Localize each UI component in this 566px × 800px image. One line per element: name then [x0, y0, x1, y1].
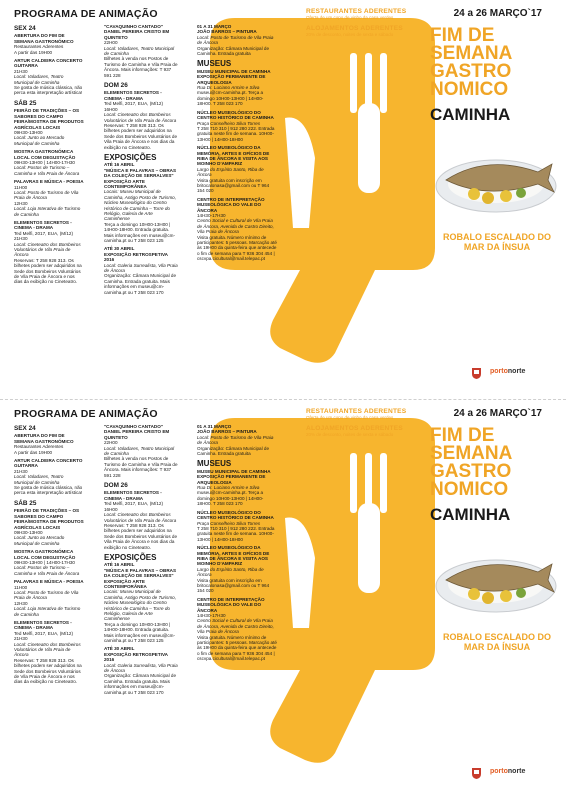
spacer [197, 262, 277, 265]
day-heading: SÁB 25 [14, 99, 37, 107]
event-location: Local: Cineteatro dos Bombeiros Voluntários de Vila Praia de Âncora [104, 112, 177, 123]
festival-title-line: SEMANA [430, 43, 513, 64]
event-name: CENTRO DE INTERPRETAÇÃO MUSEOLÓGICA DO VALE DO ÂNCORA [197, 596, 265, 613]
program-column-3 [197, 424, 277, 665]
program-event [197, 510, 277, 545]
event-name: ATÉ 16 ABRIL [104, 162, 135, 168]
program-column-1 [14, 424, 84, 688]
event-detail: Ted Melfi, 2017, EUA, (M/12) [104, 101, 163, 107]
program-event [104, 246, 179, 298]
day-heading: DOM 26 [104, 482, 128, 490]
event-detail: 14H30-17H30 [197, 613, 226, 618]
event-detail: 09H30-13H00 [14, 529, 43, 535]
event-location: Local: Posto de Turismo de Vila Praia de Âncora [197, 34, 274, 46]
program-title: PROGRAMA DE ANIMAÇÃO [14, 8, 158, 20]
fish-dish-photo [426, 138, 561, 218]
event-note: Bilhetes à venda nos Postos de Turismo de Caminha e Vila Praia de Âncora. Mais informações: T 937 591 228 [104, 56, 178, 78]
event-note: museu@cm-caminha.pt. Terça a domingo 10H00-13H00 | 14H00-18H00. T 258 023 170 [197, 490, 264, 507]
event-name: ELEMENTOS SECRETOS - CINEMA - DRAMA [14, 620, 72, 631]
day-heading: DOM 26 [104, 82, 128, 90]
partners-block [306, 8, 421, 42]
event-location: Largo do Espírito Santo, Riba de Âncora [197, 166, 264, 178]
program-event [14, 433, 84, 458]
spacer [14, 285, 84, 288]
program-event [14, 508, 84, 549]
event-subtitle: JOÃO BARROS – PINTURA [197, 29, 257, 35]
event-location: Local: Cineteatro dos Bombeiros Voluntários de Vila Praia de Âncora [104, 512, 177, 523]
event-name: NÚCLEO MUSEOLÓGICO DA MEMÓRIA, ARTES E OFÍCIOS DE RIBA DE ÂNCORA E VISITA AOS MOINHO D'AMPARIZ [197, 145, 270, 167]
event-location: Local: Loja Interativa de Turismo de Caminha [14, 206, 81, 217]
program-event [104, 490, 179, 552]
festival-title-line: NOMICO [430, 79, 509, 100]
event-detail: 21H30 [14, 236, 28, 242]
event-name: 01 A 31 MARÇO [197, 424, 232, 429]
event-note: Visita gratuita com inscrição em britocalonasa@gmail.com ou T 964 154 020 [197, 177, 270, 194]
program-title: PROGRAMA DE ANIMAÇÃO [14, 408, 158, 420]
event-location: Local: Junto ao Mercado Municipal de Caminha [14, 535, 65, 546]
event-detail: 09H30-13H00 | 14H00-17H30 [14, 559, 75, 565]
event-name: "CAVAQUINHO CANTADO" DANIEL PEREIRA CRISTO EM QUINTETO [104, 24, 170, 40]
day-heading: SEX 24 [14, 25, 36, 32]
event-name: NÚCLEO MUSEOLÓGICO DO CENTRO HISTÓRICO DE CAMINHA [197, 509, 274, 521]
restaurants-heading: RESTAURANTES ADERENTES [306, 8, 407, 15]
event-detail: 11H00 [14, 184, 28, 190]
program-event [197, 145, 277, 197]
event-detail: 21H30 [14, 636, 28, 642]
event-note: Organização: Câmara Municipal de Caminha. Entrada gratuita. Mais informações em museu@cm-caminha.pt ou T 258 023 170 [104, 673, 177, 695]
event-location: Local: Galeria Surrealista, Vila Praia de Âncora [104, 662, 178, 674]
event-location: Local: Galeria Surrealista, Vila Praia de Âncora [104, 262, 178, 274]
logo-word-norte: norte [507, 768, 526, 775]
event-detail: 16H00 [104, 106, 118, 112]
event-note: Organização: Câmara Municipal de Caminha. Entrada gratuita. Mais informações em museu@cm-caminha.pt ou T 258 023 170 [104, 273, 177, 295]
spacer [14, 96, 84, 99]
event-detail: 14H30-17H30 [197, 213, 226, 218]
event-name: ELEMENTOS SECRETOS - CINEMA - DRAMA [14, 220, 72, 231]
event-subtitle: "MÚSICA E PALAVRAS – OBRAS DA COLEÇÃO DE SERRALVES" EXPOSIÇÃO ARTE CONTEMPORÂNEA [104, 567, 177, 589]
event-detail: 09H30-13H00 | 14H00-17H30 [14, 159, 75, 165]
event-location: Local: Posto de Turismo de Vila Praia de Âncora [197, 434, 274, 446]
featured-dish: ROBALO ESCALADO DO MAR DA ÍNSUA [443, 232, 551, 252]
event-name: CENTRO DE INTERPRETAÇÃO MUSEOLÓGICA DO VALE DO ÂNCORA [197, 196, 265, 213]
event-name: MUSEU MUNICIPAL DE CAMINHA EXPOSIÇÃO PERMANENTE DE ARQUEOLOGIA [197, 468, 271, 485]
spacer [197, 662, 277, 665]
day-heading: SEX 24 [14, 425, 36, 432]
event-detail: 12H30 [14, 600, 28, 606]
event-note: Se gosta de música clássica, não perca esta interpretação artística! [14, 85, 83, 96]
event-name: MOSTRA GASTRONÓMICA LOCAL COM DEGUSTAÇÃO [14, 149, 76, 160]
program-event [104, 162, 179, 246]
festival-title [430, 427, 560, 499]
program-event [104, 562, 179, 646]
lodging-heading: ALOJAMENTOS ADERENTES [306, 25, 403, 32]
town-name: CAMINHA [430, 105, 511, 124]
event-location: Local: Postos de Turismo – Caminha e Vila Praia de Âncora [14, 565, 80, 576]
event-note: Visita gratuita. Número mínimo de participantes: 5 pessoas. Marcação até às 19H00 da quinta-feira que antecede o fim de semana para T 936 304 454 | cscvpa.cicultural@mail.telepac.pt [197, 634, 277, 662]
event-location: Local: Valadares, Teatro Municipal de Caminha [14, 474, 64, 485]
lodging-offer: 20% de desconto, noites de sexta e sábado [306, 32, 394, 37]
event-subtitle: EXPOSIÇÃO RETROSPETIVA 2016 [104, 251, 168, 263]
section-heading: MUSEUS [197, 59, 232, 69]
event-note: Reservas: T 258 928 313. Os bilhetes podem ser adquiridos na Sede dos Bombeiros Voluntários de Vila Praia de Âncora e nos dias da exibição no Cineteatro. [104, 522, 178, 550]
event-detail: Ted Melfi, 2017, EUA, (M/12) [104, 501, 163, 507]
event-location: Praça Conselheiro Silva Torres [197, 120, 261, 126]
program-event [14, 458, 84, 499]
program-event [14, 108, 84, 149]
event-detail: 16H00 [104, 506, 118, 512]
festival-title-line: NOMICO [430, 479, 509, 500]
program-event [104, 90, 179, 152]
event-note: Reservas: T 258 928 313. Os bilhetes podem ser adquiridos na Sede dos Bombeiros Voluntários de Vila Praia de Âncora e nos dias da exibição no Cineteatro. [14, 657, 82, 685]
festival-title-line: GASTRO [430, 61, 512, 82]
program-event [104, 424, 179, 481]
program-event [14, 179, 84, 220]
event-detail: 09H30-13H00 [14, 129, 43, 135]
featured-dish: ROBALO ESCALADO DO MAR DA ÍNSUA [443, 632, 551, 652]
event-name: NÚCLEO MUSEOLÓGICO DO CENTRO HISTÓRICO DE CAMINHA [197, 109, 274, 121]
event-location: Local: Valadares, Teatro Municipal de Caminha [104, 45, 175, 57]
event-detail: 21H30 [14, 468, 28, 474]
event-name: MUSEU MUNICIPAL DE CAMINHA EXPOSIÇÃO PERMANENTE DE ARQUEOLOGIA [197, 68, 271, 85]
event-name: ATÉ 16 ABRIL [104, 562, 135, 568]
event-name: ELEMENTOS SECRETOS - CINEMA - DRAMA [104, 90, 162, 101]
festival-title-line: SEMANA [430, 443, 513, 464]
event-location: Local: Posto de Turismo de Vila Praia de Âncora [14, 189, 79, 201]
event-name: ATÉ 30 ABRIL [104, 646, 135, 652]
event-subtitle: EXPOSIÇÃO RETROSPETIVA 2016 [104, 651, 168, 663]
spacer [104, 78, 179, 81]
event-location: Centro Social e Cultural de Vila Praia de Âncora, Avenida de Castro Direito, Vila Praia de Âncora [197, 618, 274, 635]
lodging-heading: ALOJAMENTOS ADERENTES [306, 425, 403, 432]
event-name: PALAVRAS E MÚSICA - POESIA [14, 579, 84, 585]
spacer [14, 685, 84, 688]
lodging-offer: 20% de desconto, noites de sexta e sábado [306, 432, 394, 437]
event-note: Visita gratuita. Número mínimo de participantes: 5 pessoas. Marcação até às 19H00 da quinta-feira que antecede o fim de semana para T 936 304 454 | cscvpa.cicultural@mail.telepac.pt [197, 234, 277, 262]
panel-divider [0, 399, 566, 400]
program-event [197, 545, 277, 597]
restaurants-offer: Oferta de um copo de vinho da casa verdes [306, 15, 394, 20]
event-location: Rua Dr. Luciano Armim e Silva [197, 485, 260, 491]
event-name: ARTUR CALDEIRA CONCERTO GUITARRA [14, 58, 83, 69]
program-event [104, 24, 179, 81]
festival-title-line: GASTRO [430, 461, 512, 482]
event-note: Terça a domingo 10H00-13H00 | 14H00-18H00. Entrada gratuita. Mais informações em museu@cm-caminha.pt ou T 258 023 125 [104, 221, 176, 244]
program-event [197, 597, 277, 665]
spacer [104, 695, 179, 698]
restaurants-offer: Oferta de um copo de vinho da casa verdes [306, 415, 394, 420]
day-heading: SÁB 25 [14, 499, 37, 507]
event-name: "CAVAQUINHO CANTADO" DANIEL PEREIRA CRISTO EM QUINTETO [104, 424, 170, 440]
restaurants-heading: RESTAURANTES ADERENTES [306, 408, 407, 415]
partners-block [306, 408, 421, 442]
event-title-block [430, 8, 560, 125]
program-event [14, 620, 84, 688]
event-name: ARTUR CALDEIRA CONCERTO GUITARRA [14, 458, 83, 469]
event-note: T 258 710 310 | 912 280 222. Entrada gratuita neste fim de semana. 10H00-13H00 | 14H00-18H00 [197, 125, 275, 142]
event-location: Local: Cineteatro dos Bombeiros Voluntários de Vila Praia de Âncora [14, 241, 81, 258]
event-subtitle: JOÃO BARROS – PINTURA [197, 429, 257, 435]
town-name: CAMINHA [430, 505, 511, 524]
program-event [197, 110, 277, 145]
porto-norte-logo [490, 768, 525, 775]
program-event [14, 220, 84, 288]
event-note: Se gosta de música clássica, não perca esta interpretação artística! [14, 485, 83, 496]
event-name: 01 A 31 MARÇO [197, 24, 232, 29]
porto-norte-logo [490, 368, 525, 375]
program-event [197, 469, 277, 510]
municipal-crest-icon [472, 768, 481, 779]
program-column-3 [197, 24, 277, 265]
event-detail: Ted Melfi, 2017, EUA, (M/12) [14, 630, 73, 636]
event-name: MOSTRA GASTRONÓMICA LOCAL COM DEGUSTAÇÃO [14, 549, 76, 560]
logo-word-norte: norte [507, 368, 526, 375]
event-name: ABERTURA DO FIM DE SEMANA GASTRONÓMICO [14, 33, 74, 44]
program-event [14, 33, 84, 58]
event-note: Visita gratuita com inscrição em britocalonasa@gmail.com ou T 964 154 020 [197, 577, 270, 594]
program-event [197, 424, 277, 459]
program-event [197, 197, 277, 265]
event-note: Organização: Câmara Municipal de Caminha. Entrada gratuita [197, 445, 270, 457]
event-location: Locais: Museu Municipal de Caminha, Antigo Posto de Turismo, Núcleo Museológico do Centro Histórico de Caminha – Torre do Relógio, Galeria de Arte Caminhense [104, 589, 177, 622]
event-note: Reservas: T 258 928 313. Os bilhetes podem ser adquiridos na Sede dos Bombeiros Voluntários de Vila Praia de Âncora e nos dias da exibição no Cineteatro. [104, 122, 178, 150]
program-event [197, 24, 277, 59]
event-detail: 21H30 [14, 68, 28, 74]
event-detail: Restaurantes Aderentes [14, 444, 64, 450]
event-name: FEIRÃO DE TRADIÇÕES – OS SABORES DO CAMPO FEIRA/MOSTRA DE PRODUTOS AGRÍCOLAS LOCAIS [14, 508, 84, 530]
event-detail: 12H30 [14, 200, 28, 206]
event-location: Local: Posto de Turismo de Vila Praia de Âncora [14, 589, 79, 601]
event-location: Rua Dr. Luciano Armim e Silva [197, 85, 260, 91]
event-dates: 24 a 26 MARÇO`17 [453, 408, 542, 419]
spacer [14, 496, 84, 499]
event-location: Centro Social e Cultural de Vila Praia de Âncora, Avenida de Castro Direito, Vila Praia de Âncora [197, 218, 274, 235]
event-detail: A partir das 19H00 [14, 449, 53, 455]
event-subtitle: "MÚSICA E PALAVRAS – OBRAS DA COLEÇÃO DE SERRALVES" EXPOSIÇÃO ARTE CONTEMPORÂNEA [104, 167, 177, 189]
section-heading: EXPOSIÇÕES [104, 152, 157, 162]
event-location: Local: Loja Interativa de Turismo de Caminha [14, 606, 81, 617]
event-location: Largo do Espírito Santo, Riba de Âncora [197, 566, 264, 578]
event-location: Local: Junto ao Mercado Municipal de Caminha [14, 135, 65, 146]
event-name: NÚCLEO MUSEOLÓGICO DA MEMÓRIA, ARTES E OFÍCIOS DE RIBA DE ÂNCORA E VISITA AOS MOINHO D'AMPARIZ [197, 545, 270, 567]
section-heading: MUSEUS [197, 459, 232, 469]
festival-title [430, 27, 560, 99]
spacer [104, 295, 179, 298]
flyer-panel-bottom [0, 400, 566, 800]
event-name: ABERTURA DO FIM DE SEMANA GASTRONÓMICO [14, 433, 74, 444]
festival-title-line: FIM DE [430, 25, 495, 46]
event-detail: A partir das 19H00 [14, 49, 53, 55]
program-event [14, 579, 84, 620]
event-note: Organização: Câmara Municipal de Caminha. Entrada gratuita [197, 45, 270, 57]
event-location: Local: Cineteatro dos Bombeiros Voluntários de Vila Praia de Âncora [14, 641, 81, 658]
program-event [14, 58, 84, 99]
program-column-2 [104, 424, 179, 698]
event-dates: 24 a 26 MARÇO`17 [453, 8, 542, 19]
event-name: ATÉ 30 ABRIL [104, 246, 135, 252]
logo-word-porto: porto [490, 768, 508, 775]
event-title-block [430, 408, 560, 525]
event-name: PALAVRAS E MÚSICA - POESIA [14, 179, 84, 185]
event-note: Reservas: T 258 928 313. Os bilhetes podem ser adquiridos na Sede dos Bombeiros Voluntários de Vila Praia de Âncora e nos dias da exibição no Cineteatro. [14, 257, 82, 285]
event-detail: 22H00 [104, 440, 118, 446]
event-note: museu@cm-caminha.pt. Terça a domingo 10H00-13H00 | 14H00-18H00. T 258 023 170 [197, 90, 264, 107]
event-location: Locais: Museu Municipal de Caminha, Antigo Posto de Turismo, Núcleo Museológico do Centro Histórico de Caminha – Torre do Relógio, Galeria de Arte Caminhense [104, 189, 177, 222]
program-column-1 [14, 24, 84, 288]
program-event [14, 149, 84, 179]
festival-title-line: FIM DE [430, 425, 495, 446]
event-location: Local: Postos de Turismo – Caminha e Vila Praia de Âncora [14, 165, 80, 176]
event-detail: 22H00 [104, 40, 118, 46]
event-note: Terça a domingo 10H00-13H00 | 14H00-18H00. Entrada gratuita. Mais informações em museu@cm-caminha.pt ou T 258 023 125 [104, 621, 176, 644]
event-detail: 11H00 [14, 584, 28, 590]
event-name: FEIRÃO DE TRADIÇÕES – OS SABORES DO CAMPO FEIRA/MOSTRA DE PRODUTOS AGRÍCOLAS LOCAIS [14, 108, 84, 130]
section-heading: EXPOSIÇÕES [104, 552, 157, 562]
municipal-crest-icon [472, 368, 481, 379]
event-name: ELEMENTOS SECRETOS - CINEMA - DRAMA [104, 490, 162, 501]
fish-dish-photo [426, 538, 561, 618]
spacer [104, 478, 179, 481]
program-column-2 [104, 24, 179, 298]
event-note: T 258 710 310 | 912 280 222. Entrada gratuita neste fim de semana. 10H00-13H00 | 14H00-18H00 [197, 525, 275, 542]
program-event [104, 646, 179, 698]
event-note: Bilhetes à venda nos Postos de Turismo de Caminha e Vila Praia de Âncora. Mais informações: T 937 591 228 [104, 456, 178, 478]
event-detail: Ted Melfi, 2017, EUA, (M/12) [14, 230, 73, 236]
program-event [14, 549, 84, 579]
event-location: Local: Valadares, Teatro Municipal de Caminha [14, 74, 64, 85]
event-location: Praça Conselheiro Silva Torres [197, 520, 261, 526]
logo-word-porto: porto [490, 368, 508, 375]
program-event [197, 69, 277, 110]
event-detail: Restaurantes Aderentes [14, 44, 64, 50]
event-location: Local: Valadares, Teatro Municipal de Caminha [104, 445, 175, 457]
